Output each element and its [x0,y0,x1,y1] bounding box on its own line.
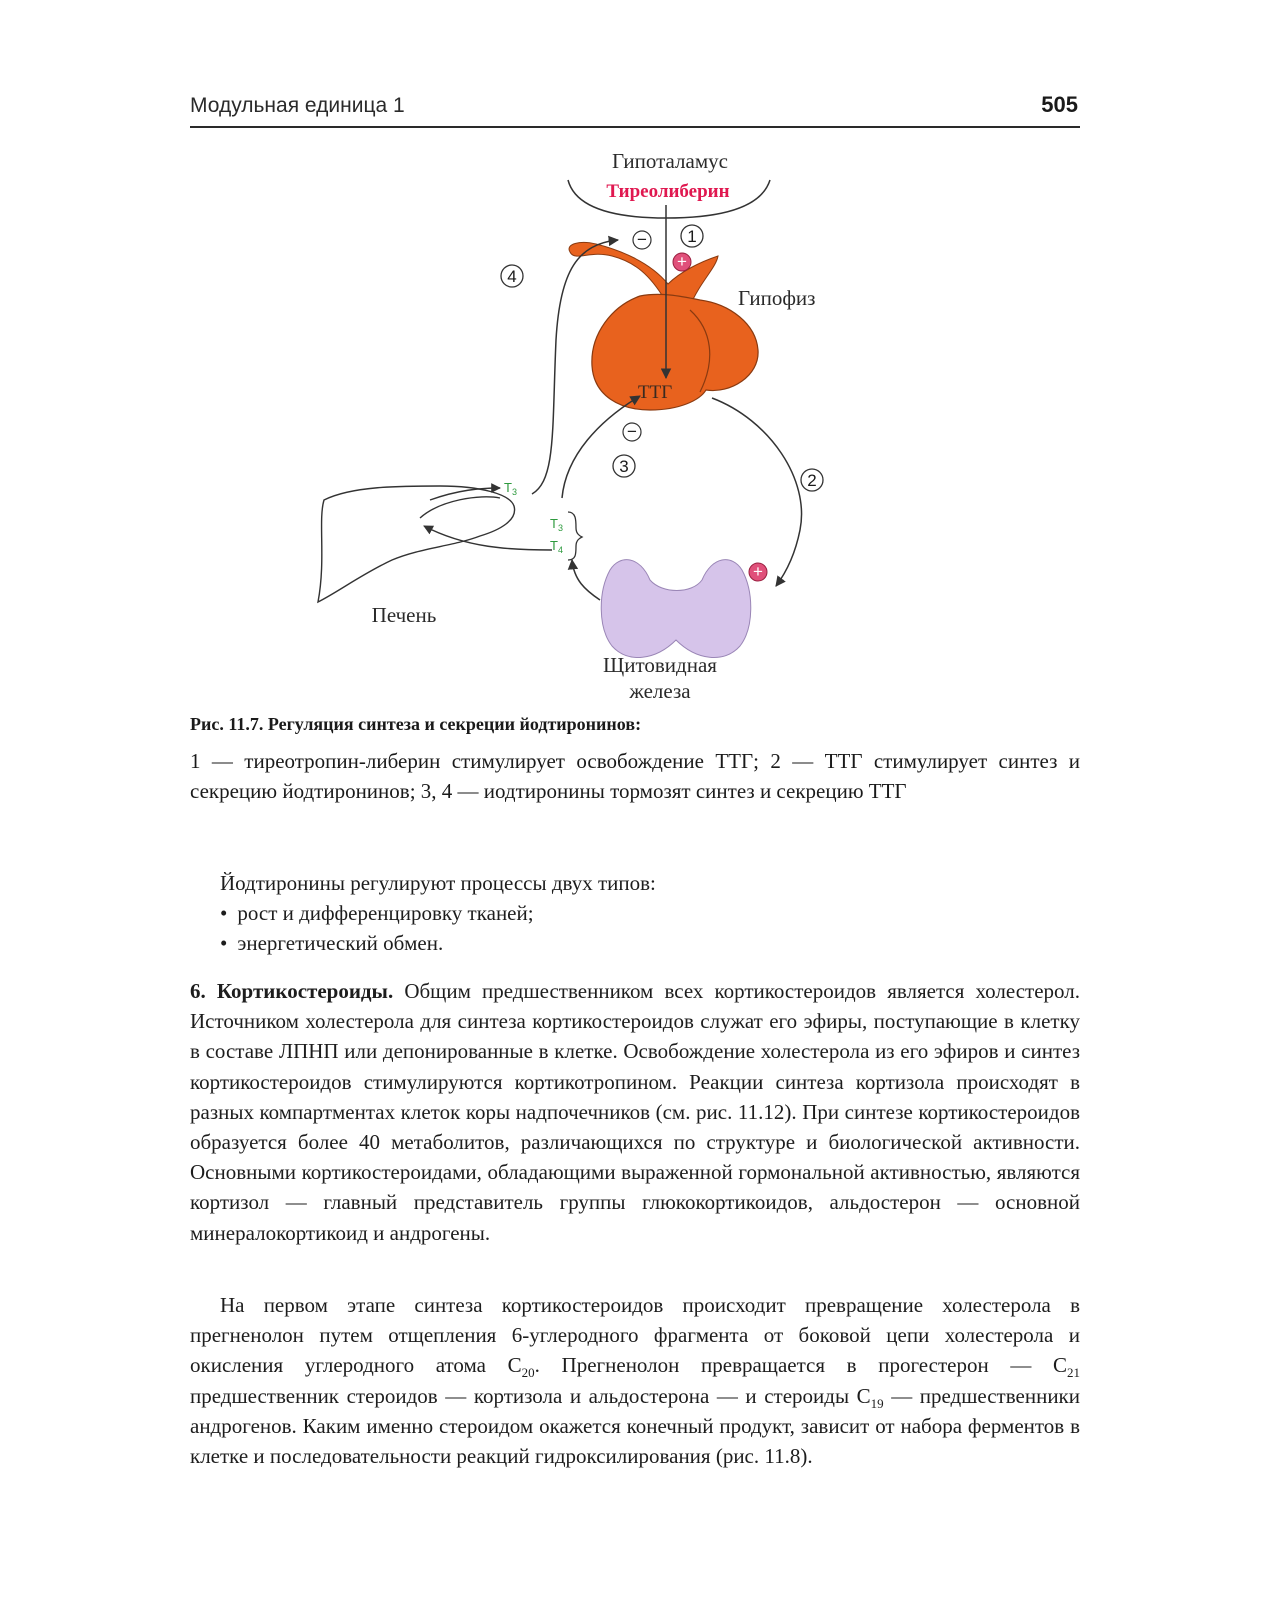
page-number: 505 [1041,92,1078,117]
svg-text:−: − [627,422,637,441]
plus-marker-ttg [749,562,767,581]
svg-text:+: + [677,252,687,271]
thyroid-secretion-arrow [572,560,600,600]
arrow-2-ttg-to-thyroid [712,398,802,586]
section-heading: 6. Кортикостероиды. [190,979,394,1003]
paragraph-text: предшественник стероидов — кортизола и альдостерона — и стероиды С [190,1383,871,1408]
marker-4 [501,265,523,287]
corticosteroids-paragraph [190,976,1080,1248]
marker-3 [613,455,635,477]
figure-11-7 [0,130,1280,710]
t4-thyroid-label: $T_4$ [550,538,563,555]
pituitary-label: Гипофиз [738,286,816,310]
hypothalamus-label: Гипоталамус [612,149,728,173]
minus-marker-pituitary [623,422,641,441]
thyroliberin-label: Тиреолиберин [606,181,730,202]
t3-liver-label: $T_3$ [504,480,517,497]
list-item: • рост и дифференцировку тканей; [220,898,534,928]
running-title: Модульная единица 1 [190,94,405,117]
arrow-3-hormones-to-pituitary [562,396,640,498]
paragraph-text: . Прегненолон превращается в прогестерон — С [534,1353,1067,1378]
subscript: 19 [870,1395,884,1411]
t3-thyroid-label: $T_3$ [550,516,563,533]
ttg-label: ТТГ [638,382,673,403]
marker-1 [681,225,703,247]
thyroid-label-line2: железа [629,679,691,703]
svg-text:1: 1 [687,227,697,246]
svg-text:−: − [637,230,647,249]
paragraph-text: Общим предшественником всех кортикостероидов является холестерол. Источником холестерола для синтеза кортикостероидов служат его эфиры, поступающие в клетку в составе ЛПНП или депонированные в клетке. Освобождение холестерола из его эфиров и синтез кортикостероидов стимулируются кортикотропином. Реакции синтеза кортизола происходят в разных компартментах клеток коры надпочечников (см. рис. 11.12). При синтезе кортикостероидов образуется более 40 метаболитов, различающихся по структуре и биологической активности. Основными кортикостероидами, обладающими выраженной гормональной активностью, являются кортизол — главный представитель группы глюкокортикоидов, альдостерон — основной минералокортикоид и андрогены. [190,979,1081,1245]
paragraph-text: — предшественники андрогенов. Каким именно стероидом окажется конечный продукт, зависит от набора ферментов в клетке и последовательности реакций гидроксилирования (рис. 11.8). [190,1383,1081,1469]
liver-outline [318,486,515,602]
svg-text:3: 3 [619,457,629,476]
marker-2 [801,469,823,491]
figure-caption-body: 1 — тиреотропин-либерин стимулирует освобождение ТТГ; 2 — ТТГ стимулирует синтез и секрецию йодтиронинов; 3, 4 — иодтиронины тормозят синтез и секрецию ТТГ [190,749,1080,803]
page-header [190,88,1080,128]
svg-text:2: 2 [807,471,817,490]
subscript: 20 [521,1365,535,1381]
svg-text:+: + [753,562,763,581]
thyroid-gland [601,560,751,658]
minus-marker-hypothalamus [633,230,651,249]
plus-marker-thyroliberin [673,252,691,271]
liver-label: Печень [371,603,437,627]
intro-sentence: Йодтиронины регулируют процессы двух типов: [220,871,656,895]
bullet-list [220,898,534,958]
list-item: • энергетический обмен. [220,928,534,958]
subscript: 21 [1067,1365,1080,1381]
paragraph-text: На первом этапе синтеза кортикостероидов происходит превращение холестерола в прегненолон путем отщепления 6-углеродного фрагмента от боковой цепи холестерола и окисления углеродного атома С [190,1293,1080,1378]
thyroid-label-line1: Щитовидная [603,653,717,677]
hormone-brace [568,512,582,560]
figure-caption-title: Рис. 11.7. Регуляция синтеза и секреции йодтиронинов: [190,714,642,734]
synthesis-paragraph [190,1290,1080,1471]
svg-text:4: 4 [507,267,517,286]
